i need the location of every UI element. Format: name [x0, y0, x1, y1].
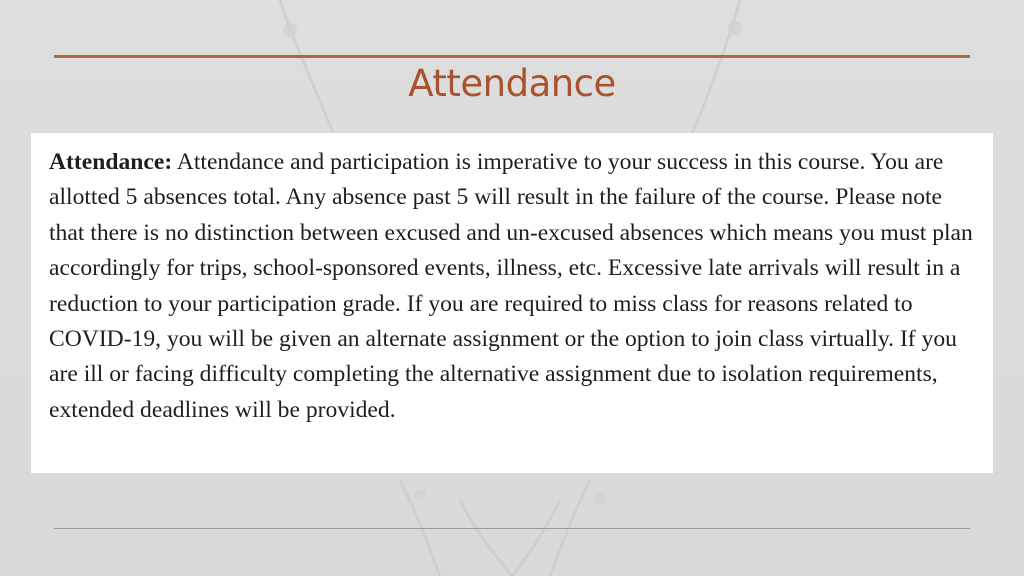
body-lead: Attendance:: [49, 149, 173, 175]
body-text: Attendance and participation is imperative to your success in this course. You are allotted 5 absences total. Any absence past 5 will result in the failure of the course. Please note that there is no distinction between excused and un-excused absences which means you must plan accordingly for trips, school-sponsored events, illness, etc. Excessive late arrivals will result in a reduction to your participation grade. If you are required to miss class for reasons related to COVID-19, you will be given an alternate assignment or the option to join class virtually. If you are ill or facing difficulty completing the alternative assignment due to isolation requirements, extended deadlines will be provided.: [49, 149, 973, 423]
body-paragraph: [49, 145, 975, 428]
bottom-divider: [54, 528, 970, 529]
slide-title: Attendance: [408, 62, 616, 105]
top-divider: [54, 55, 970, 58]
content-panel: [31, 133, 993, 473]
